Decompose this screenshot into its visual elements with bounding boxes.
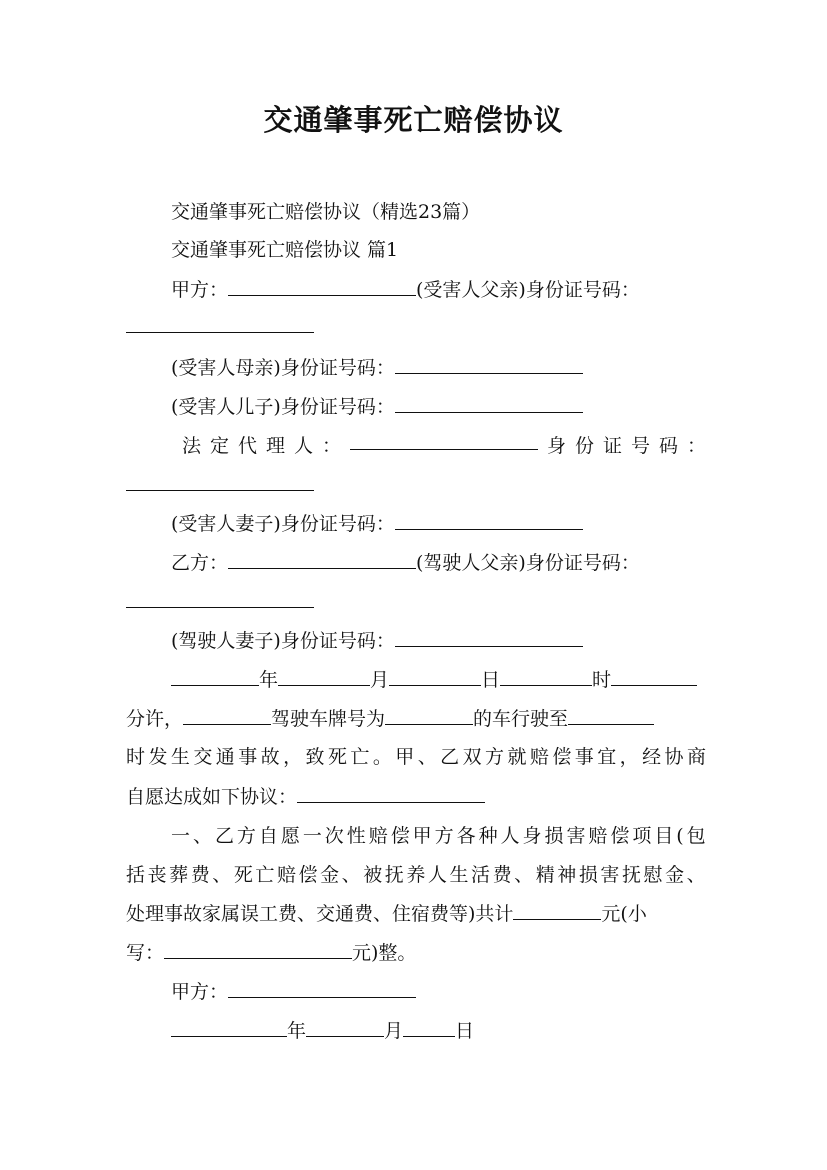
char: 死	[233, 864, 253, 886]
char: 一	[302, 825, 322, 847]
clause-1-line-1	[171, 821, 706, 851]
date-time-line	[171, 665, 706, 695]
char: 、	[212, 864, 232, 886]
char: ：	[686, 435, 706, 457]
char: 偿	[552, 746, 572, 768]
blank-field	[403, 1018, 455, 1037]
signature-party-a-line	[171, 977, 706, 1007]
char: 人	[294, 435, 314, 457]
char: 。	[372, 746, 392, 768]
char: 赔	[368, 825, 388, 847]
blank-field	[126, 472, 314, 491]
accident-line	[126, 742, 706, 772]
char: 偿	[298, 864, 318, 886]
plate-label: 驾驶车牌号为	[271, 708, 386, 730]
char: 被	[363, 864, 383, 886]
char: 自	[258, 825, 278, 847]
char: 抚	[621, 864, 641, 886]
clause-1-line-4	[126, 938, 706, 968]
blank-field	[395, 628, 583, 647]
char: 神	[557, 864, 577, 886]
char: 双	[462, 746, 482, 768]
signature-date-line	[171, 1016, 706, 1046]
char: 养	[406, 864, 426, 886]
month-label: 月	[384, 1020, 404, 1042]
month-label: 月	[370, 669, 390, 691]
char: 身	[546, 435, 566, 457]
char: 号	[630, 435, 650, 457]
char: 理	[266, 435, 286, 457]
char: 赔	[529, 746, 549, 768]
char: 码	[658, 435, 678, 457]
char: 目	[654, 825, 674, 847]
son-id-line	[171, 392, 706, 422]
char: 事	[238, 746, 258, 768]
char: 定	[210, 435, 230, 457]
driver-wife-id-line	[171, 626, 706, 656]
blank-field	[171, 667, 259, 686]
char: 乙	[440, 746, 460, 768]
char: 身	[522, 825, 542, 847]
char: 括	[126, 864, 146, 886]
char: 费	[190, 864, 210, 886]
subtitle: 交通肇事死亡赔偿协议（精选23篇）	[171, 201, 481, 223]
party-b-father-label: (驾驶人父亲)身份证号码：	[416, 552, 640, 574]
char: 活	[471, 864, 491, 886]
year-label: 年	[259, 669, 279, 691]
wife-id-line	[171, 509, 706, 539]
blank-field	[350, 431, 538, 450]
blank-field	[306, 1018, 384, 1037]
char: 故	[260, 746, 280, 768]
char: 通	[215, 746, 235, 768]
char: 损	[578, 864, 598, 886]
party-a-father-label: (受害人父亲)身份证号码：	[416, 279, 640, 301]
char: 人	[500, 825, 520, 847]
char: 愿	[280, 825, 300, 847]
char: 项	[632, 825, 652, 847]
char: 发	[148, 746, 168, 768]
char: ，	[283, 746, 303, 768]
char: 损	[544, 825, 564, 847]
document-title: 交通肇事死亡赔偿协议	[263, 103, 564, 137]
char: 甲	[412, 825, 432, 847]
char: 害	[600, 864, 620, 886]
char: 宜	[597, 746, 617, 768]
char: 包	[686, 825, 706, 847]
legal-representative-line	[182, 431, 706, 461]
blank-field	[228, 277, 416, 296]
char: 死	[327, 746, 347, 768]
year-label: 年	[287, 1020, 307, 1042]
blank-field	[389, 667, 481, 686]
char: 亡	[350, 746, 370, 768]
char: 方	[236, 825, 256, 847]
char: 偿	[390, 825, 410, 847]
char: 份	[574, 435, 594, 457]
char: 性	[346, 825, 366, 847]
minute-label: 分许，	[126, 708, 184, 730]
char: 甲	[395, 746, 415, 768]
char: 经	[642, 746, 662, 768]
char: 商	[686, 746, 706, 768]
continuation-blank-line	[126, 312, 706, 342]
char: 慰	[643, 864, 663, 886]
vehicle-line	[126, 704, 706, 734]
mother-id-label: (受害人母亲)身份证号码：	[171, 357, 395, 379]
blank-field	[395, 511, 583, 530]
blank-field	[395, 355, 583, 374]
party-a-label: 甲方：	[171, 279, 229, 301]
char: 一	[171, 825, 191, 847]
char: ，	[619, 746, 639, 768]
char: 致	[305, 746, 325, 768]
char: ：	[322, 435, 342, 457]
wife-id-label: (受害人妻子)身份证号码：	[171, 513, 395, 535]
blank-field	[568, 706, 654, 725]
char: 、	[341, 864, 361, 886]
char: 方	[485, 746, 505, 768]
char: 精	[535, 864, 555, 886]
char: 次	[324, 825, 344, 847]
char: 人	[427, 864, 447, 886]
driver-wife-id-label: (驾驶人妻子)身份证号码：	[171, 630, 395, 652]
char: 害	[566, 825, 586, 847]
blank-field	[126, 589, 314, 608]
blank-field	[228, 550, 416, 569]
char: 法	[182, 435, 202, 457]
son-id-label: (受害人儿子)身份证号码：	[171, 396, 395, 418]
char: 种	[478, 825, 498, 847]
continuation-blank-line	[126, 587, 706, 617]
blank-field	[500, 667, 592, 686]
blank-field	[513, 901, 601, 920]
agreement-intro: 自愿达成如下协议：	[126, 786, 298, 808]
blank-field	[228, 979, 416, 998]
clause-text: 元(小	[601, 903, 647, 925]
blank-field	[611, 667, 697, 686]
char: 乙	[214, 825, 234, 847]
blank-field	[164, 940, 352, 959]
char: 、	[417, 746, 437, 768]
char: 、	[514, 864, 534, 886]
char: 时	[126, 746, 146, 768]
blank-field	[126, 314, 314, 333]
char: 赔	[588, 825, 608, 847]
char: 生	[170, 746, 190, 768]
party-b-label: 乙方：	[171, 552, 229, 574]
continuation-blank-line	[126, 470, 706, 500]
blank-field	[183, 706, 271, 725]
blank-field	[297, 784, 485, 803]
char: 葬	[169, 864, 189, 886]
destination-label: 的车行驶至	[473, 708, 569, 730]
char: 事	[574, 746, 594, 768]
clause-1-line-2	[126, 860, 706, 890]
clause-1-line-3	[126, 899, 706, 929]
blank-field	[278, 667, 370, 686]
day-label: 日	[455, 1020, 475, 1042]
mother-id-line	[171, 353, 706, 383]
char: 偿	[610, 825, 630, 847]
char: 丧	[147, 864, 167, 886]
char: 协	[664, 746, 684, 768]
blank-field	[385, 706, 473, 725]
char: 、	[192, 825, 212, 847]
party-a-line	[171, 275, 706, 305]
char: 证	[602, 435, 622, 457]
char: 交	[193, 746, 213, 768]
char: 就	[507, 746, 527, 768]
day-label: 日	[481, 669, 501, 691]
char: 抚	[384, 864, 404, 886]
char: 亡	[255, 864, 275, 886]
party-b-line	[171, 548, 706, 578]
signature-label: 甲方：	[171, 981, 229, 1003]
clause-text: 处理事故家属误工费、交通费、住宿费等)共计	[126, 903, 514, 925]
char: 、	[686, 864, 706, 886]
blank-field	[395, 394, 583, 413]
char: 方	[434, 825, 454, 847]
char: 费	[492, 864, 512, 886]
section-heading: 交通肇事死亡赔偿协议 篇1	[171, 239, 399, 261]
clause-text: 元)整。	[352, 942, 417, 964]
char: 生	[449, 864, 469, 886]
char: 金	[320, 864, 340, 886]
blank-field	[171, 1018, 287, 1037]
char: 金	[665, 864, 685, 886]
hour-label: 时	[592, 669, 612, 691]
char: 各	[456, 825, 476, 847]
char: 赔	[276, 864, 296, 886]
clause-text: 写：	[126, 942, 165, 964]
char: 代	[238, 435, 258, 457]
agreement-intro-line	[126, 782, 706, 812]
char: (	[676, 825, 684, 847]
